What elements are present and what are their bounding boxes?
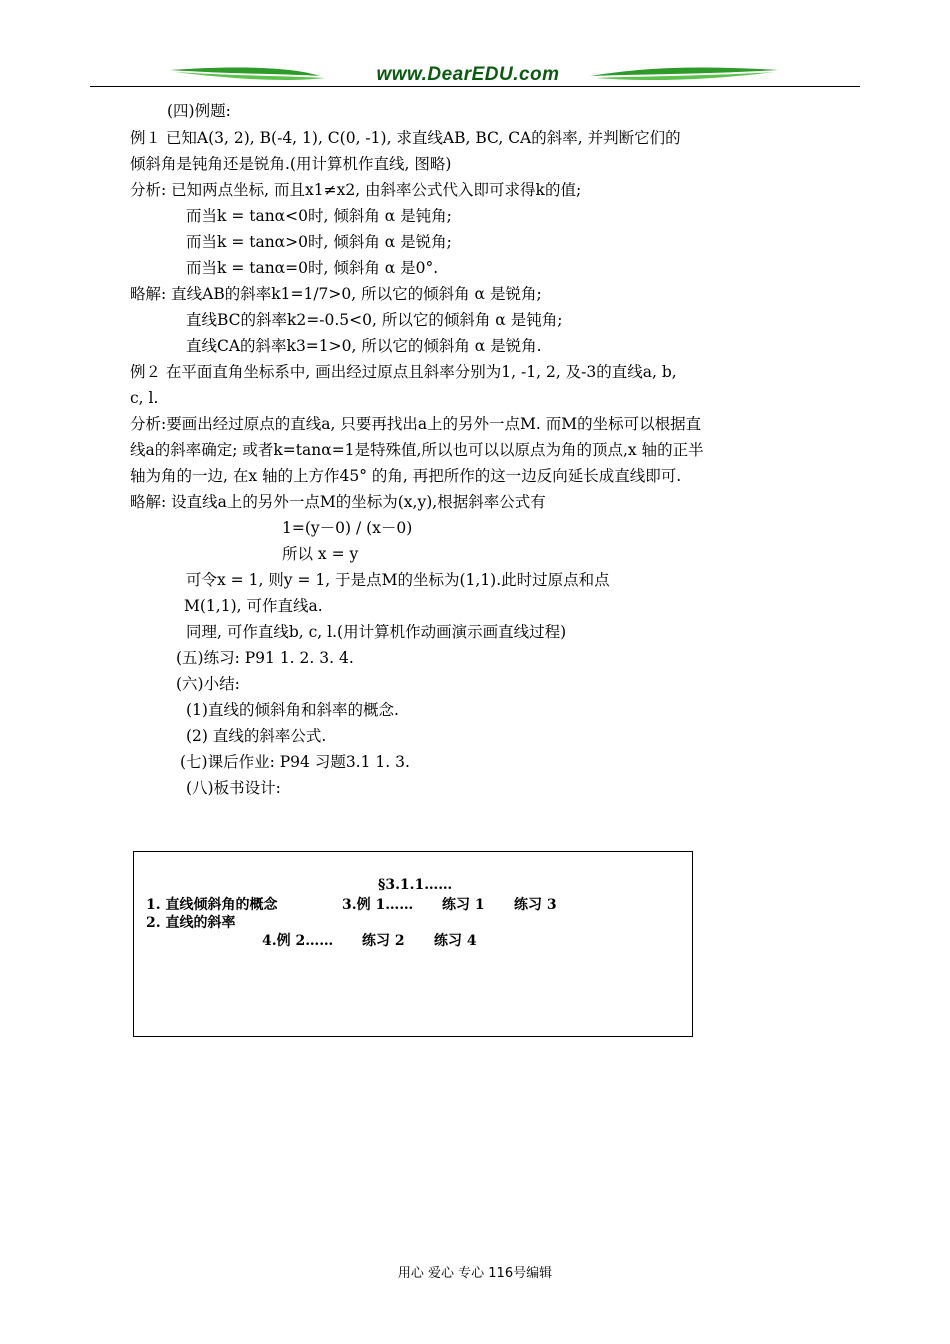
section-examples-heading: (四)例题: (167, 102, 231, 120)
solution2-line5: M(1,1), 可作直线a. (184, 597, 323, 615)
solution2-line1: 略解: 设直线a上的另外一点M的坐标为(x,y),根据斜率公式有 (130, 493, 546, 511)
solution1-line2: 直线BC的斜率k2=-0.5<0, 所以它的倾斜角 α 是钝角; (186, 311, 563, 329)
board-design-box (133, 851, 693, 1037)
site-logo-text: www.DearEDU.com (376, 64, 560, 85)
section-board-design: (八)板书设计: (186, 779, 281, 797)
board-exercise4: 练习 4 (434, 933, 477, 949)
board-item3: 3.例 1…… (342, 897, 414, 913)
analysis1-line3: 而当k = tanα>0时, 倾斜角 α 是锐角; (186, 233, 452, 251)
solution1-line3: 直线CA的斜率k3=1>0, 所以它的倾斜角 α 是锐角. (186, 337, 542, 355)
solution2-line4: 可令x = 1, 则y = 1, 于是点M的坐标为(1,1).此时过原点和点 (186, 571, 610, 589)
analysis1-line1: 分析: 已知两点坐标, 而且x1≠x2, 由斜率公式代入即可求得k的值; (130, 181, 582, 199)
analysis2-line1: 分析:要画出经过原点的直线a, 只要再找出a上的另外一点M. 而M的坐标可以根据直 (130, 415, 702, 433)
solution1-line1: 略解: 直线AB的斜率k1=1/7>0, 所以它的倾斜角 α 是锐角; (130, 285, 542, 303)
solution2-formula: 1=(y－0) / (x－0) (282, 519, 413, 537)
summary-item2: (2) 直线的斜率公式. (186, 727, 327, 745)
section-homework: (七)课后作业: P94 习题3.1 1. 3. (180, 753, 410, 771)
board-item4: 4.例 2…… (262, 933, 334, 949)
board-exercise2: 练习 2 (362, 933, 405, 949)
example1-line1: 例１ 已知A(3, 2), B(-4, 1), C(0, -1), 求直线AB, BC, CA的斜率, 并判断它们的 (130, 129, 681, 147)
header-rule (90, 86, 860, 87)
solution2-result: 所以 x = y (282, 545, 359, 563)
board-exercise3: 练习 3 (514, 897, 557, 913)
board-title: §3.1.1…… (378, 877, 453, 893)
analysis2-line2: 线a的斜率确定; 或者k=tanα=1是特殊值,所以也可以以原点为角的顶点,x 轴的正半 (130, 441, 704, 459)
analysis1-line2: 而当k = tanα<0时, 倾斜角 α 是钝角; (186, 207, 452, 225)
section-practice: (五)练习: P91 1. 2. 3. 4. (176, 649, 354, 667)
board-item1: 1. 直线倾斜角的概念 (146, 897, 278, 913)
page-footer: 用心 爱心 专心 116号编辑 (397, 1266, 553, 1281)
analysis1-line4: 而当k = tanα=0时, 倾斜角 α 是0°. (186, 259, 439, 277)
example1-line2: 倾斜角是钝角还是锐角.(用计算机作直线, 图略) (130, 155, 452, 173)
board-item2: 2. 直线的斜率 (146, 915, 236, 931)
section-summary: (六)小结: (176, 675, 240, 693)
summary-item1: (1)直线的倾斜角和斜率的概念. (186, 701, 399, 719)
analysis2-line3: 轴为角的一边, 在x 轴的上方作45° 的角, 再把所作的这一边反向延长成直线即可. (130, 467, 682, 485)
example2-line1: 例２ 在平面直角坐标系中, 画出经过原点且斜率分别为1, -1, 2, 及-3的直线a, b, (130, 363, 677, 381)
solution2-line6: 同理, 可作直线b, c, l.(用计算机作动画演示画直线过程) (186, 623, 567, 641)
example2-line2: c, l. (130, 389, 159, 407)
board-exercise1: 练习 1 (442, 897, 485, 913)
